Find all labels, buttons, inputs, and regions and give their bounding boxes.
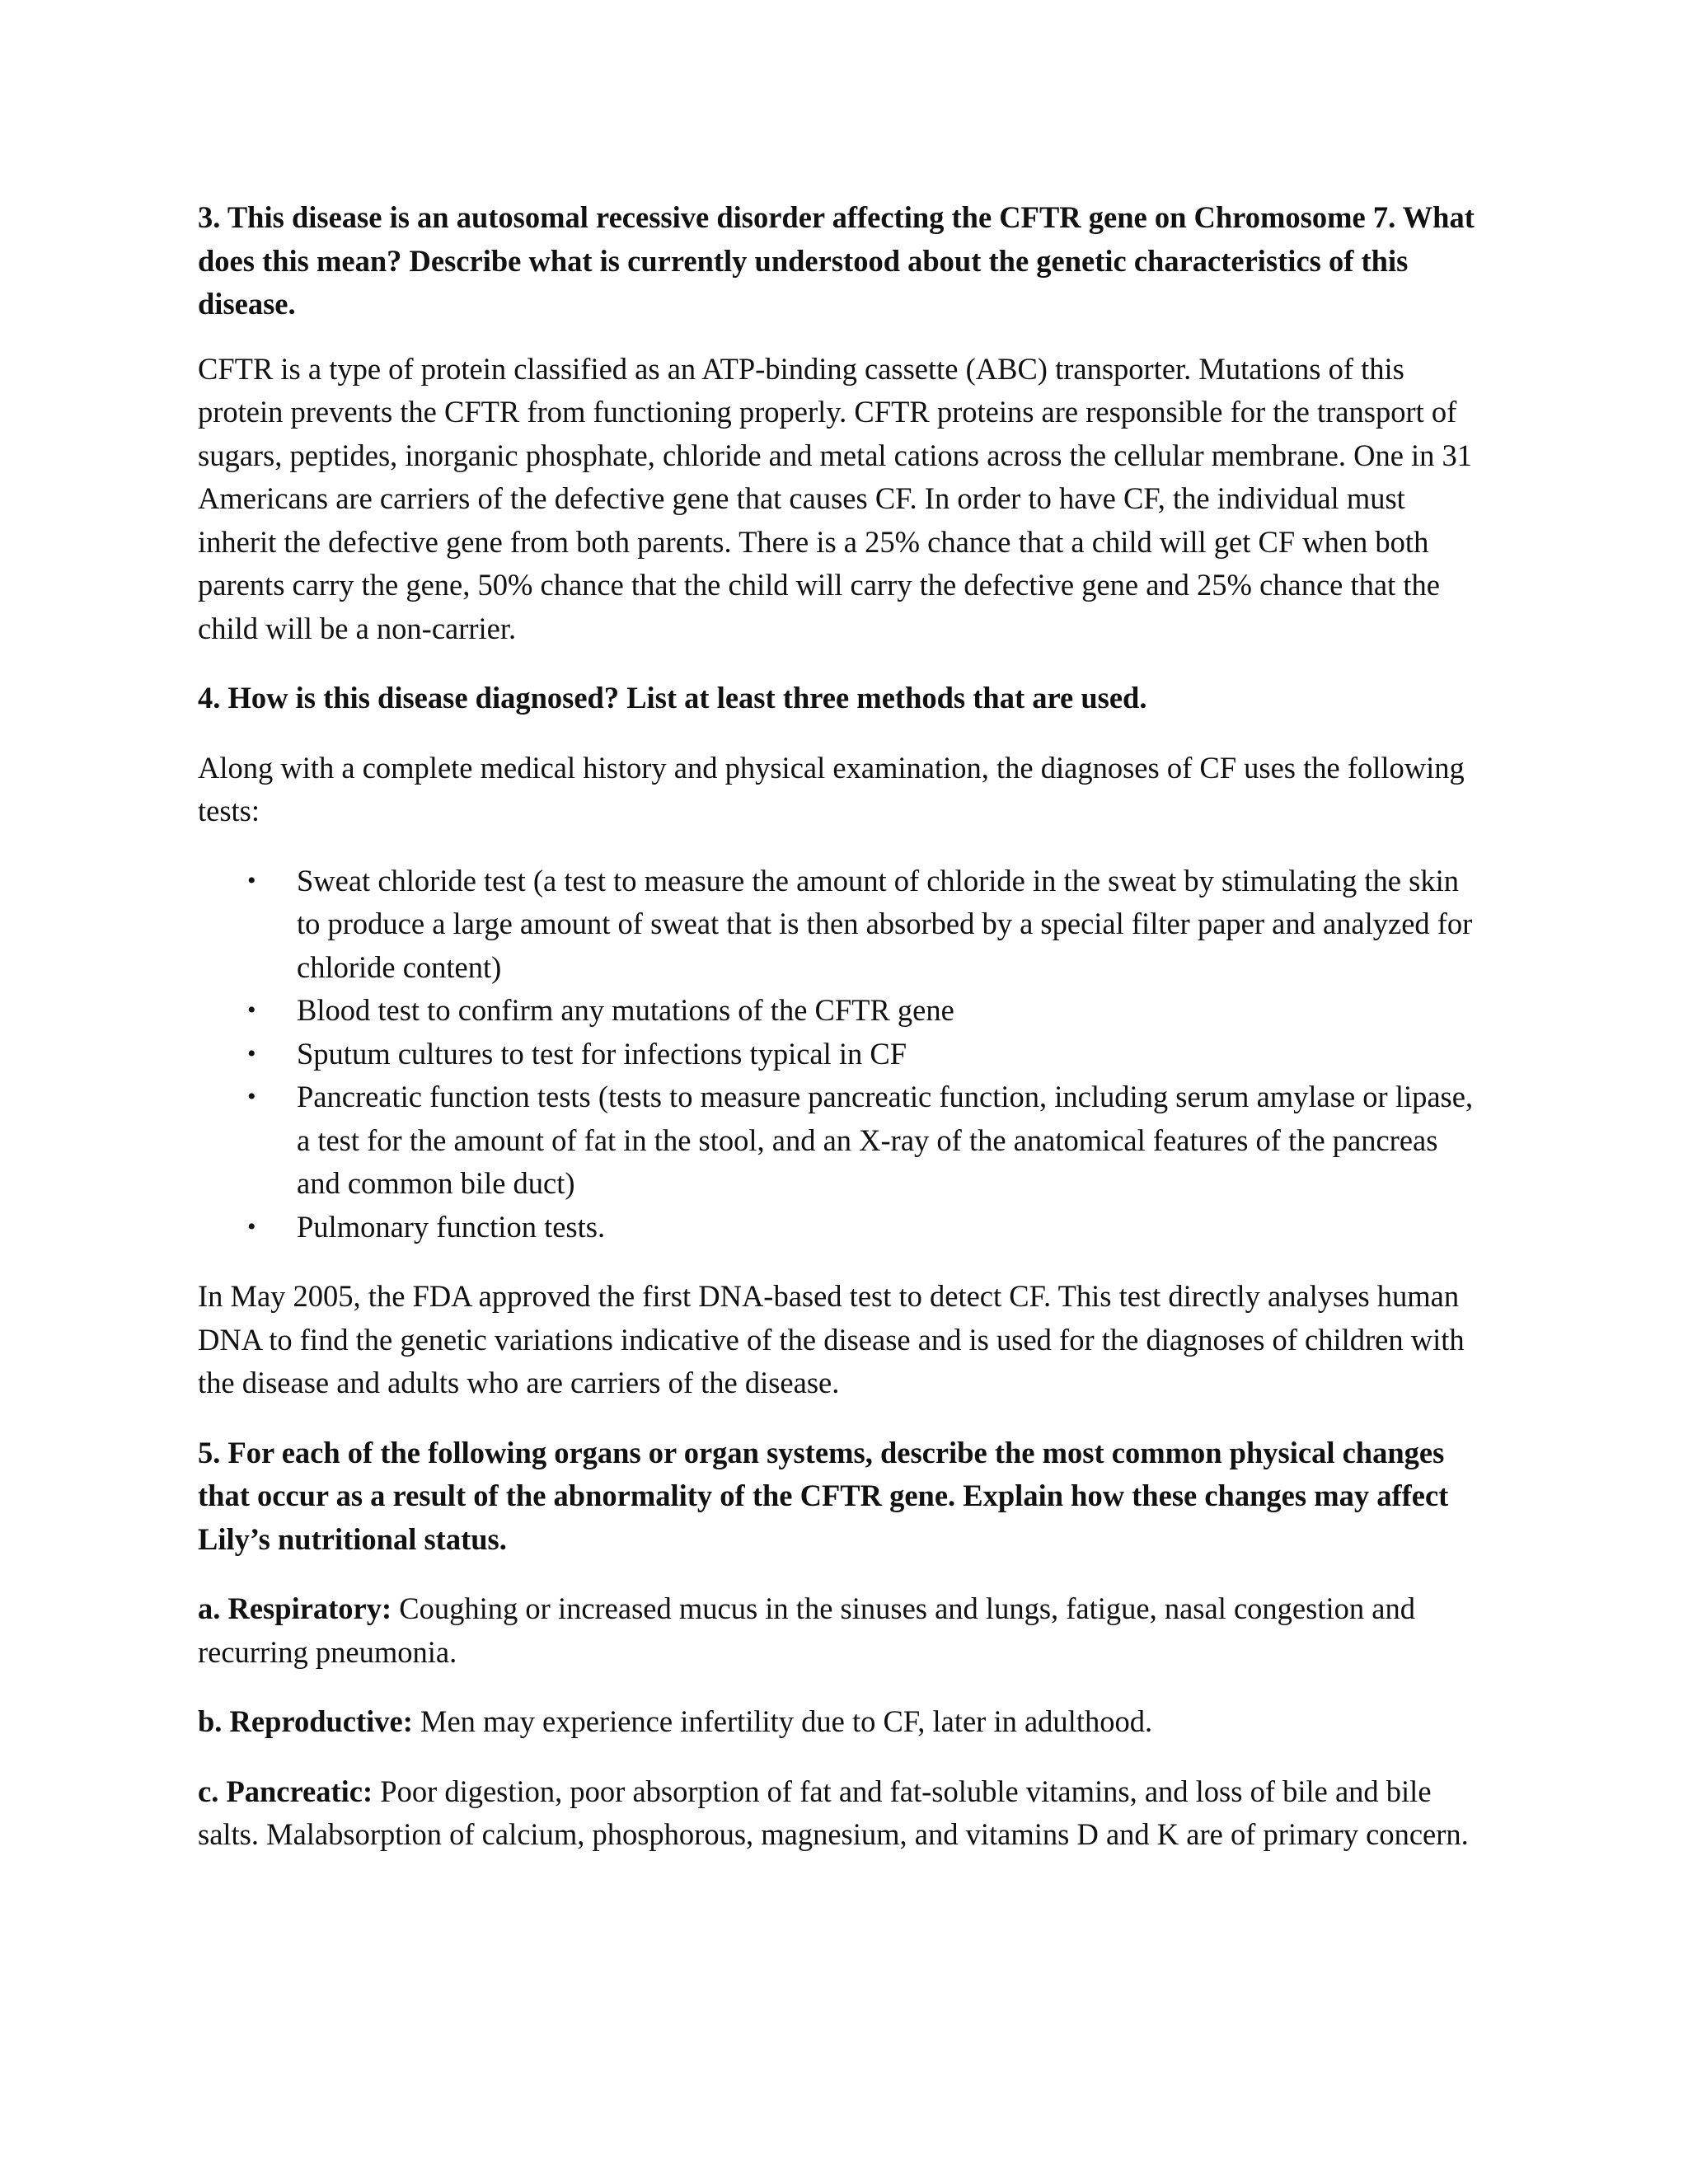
list-item-text: Sweat chloride test (a test to measure the amount of chloride in the sweat by stimulating the skin to produce a large amount of sweat that is then absorbed by a special filter paper and analyzed for chloride content)	[297, 863, 1473, 984]
answer-5c-pancreatic	[198, 1770, 1484, 1857]
answer-5c-label: c. Pancreatic:	[198, 1774, 373, 1808]
answer-5a-label: a. Respiratory:	[198, 1591, 392, 1625]
list-item	[198, 860, 1484, 990]
question-3: 3. This disease is an autosomal recessive disorder affecting the CFTR gene on Chromosome 7. What does this mean? Describe what is currently understood about the genetic characteristics of this disease.	[198, 200, 1475, 321]
document-page	[198, 196, 1484, 1883]
list-item	[198, 1206, 1484, 1249]
list-item	[198, 1076, 1484, 1206]
answer-5b-reproductive	[198, 1700, 1484, 1744]
list-item-text: Pancreatic function tests (tests to measure pancreatic function, including serum amylase or lipase, a test for the amount of fat in the stool, and an X-ray of the anatomical features of the pancreas and common bile duct)	[297, 1080, 1474, 1200]
list-item	[198, 989, 1484, 1033]
list-item	[198, 1033, 1484, 1076]
list-item-text: Blood test to confirm any mutations of the CFTR gene	[297, 993, 954, 1027]
dna-test-paragraph: In May 2005, the FDA approved the first DNA-based test to detect CF. This test directly analyses human DNA to find the genetic variations indicative of the disease and is used for the diagnoses of children with the disease and adults who are carriers of the disease.	[198, 1279, 1465, 1399]
answer-5b-label: b. Reproductive:	[198, 1704, 413, 1738]
answer-5b-text: Men may experience infertility due to CF, later in adulthood.	[412, 1704, 1153, 1738]
answer-5a-text: Coughing or increased mucus in the sinuses and lungs, fatigue, nasal congestion and recurring pneumonia.	[198, 1591, 1415, 1669]
answer-3: CFTR is a type of protein classified as an ATP-binding cassette (ABC) transporter. Mutations of this protein prevents the CFTR from functioning properly. CFTR proteins are responsible for the transport of sugars, peptides, inorganic phosphate, chloride and metal cations across the cellular membrane. One in 31 Americans are carriers of the defective gene that causes CF. In order to have CF, the individual must inherit the defective gene from both parents. There is a 25% chance that a child will get CF when both parents carry the gene, 50% chance that the child will carry the defective gene and 25% chance that the child will be a non-carrier.	[198, 351, 1473, 645]
bullet-icon: •	[247, 1039, 256, 1067]
list-item-text: Pulmonary function tests.	[297, 1209, 606, 1244]
bullet-icon: •	[247, 996, 256, 1024]
bullet-icon: •	[247, 1212, 256, 1240]
question-5: 5. For each of the following organs or organ systems, describe the most common physical changes that occur as a result of the abnormality of the CFTR gene. Explain how these changes may affect Lily’s nutritional status.	[198, 1435, 1449, 1556]
bullet-icon: •	[247, 866, 256, 894]
answer-5a-respiratory	[198, 1587, 1484, 1674]
answer-4-intro: Along with a complete medical history and physical examination, the diagnoses of CF uses the following tests:	[198, 750, 1465, 827]
answer-5c-text: Poor digestion, poor absorption of fat and fat-soluble vitamins, and loss of bile and bile salts. Malabsorption of calcium, phosphorous, magnesium, and vitamins D and K are of primary concern.	[198, 1774, 1469, 1851]
question-4: 4. How is this disease diagnosed? List at least three methods that are used.	[198, 681, 1147, 715]
diagnostic-tests-list	[198, 860, 1484, 1249]
list-item-text: Sputum cultures to test for infections typical in CF	[297, 1036, 907, 1071]
bullet-icon: •	[247, 1083, 256, 1110]
